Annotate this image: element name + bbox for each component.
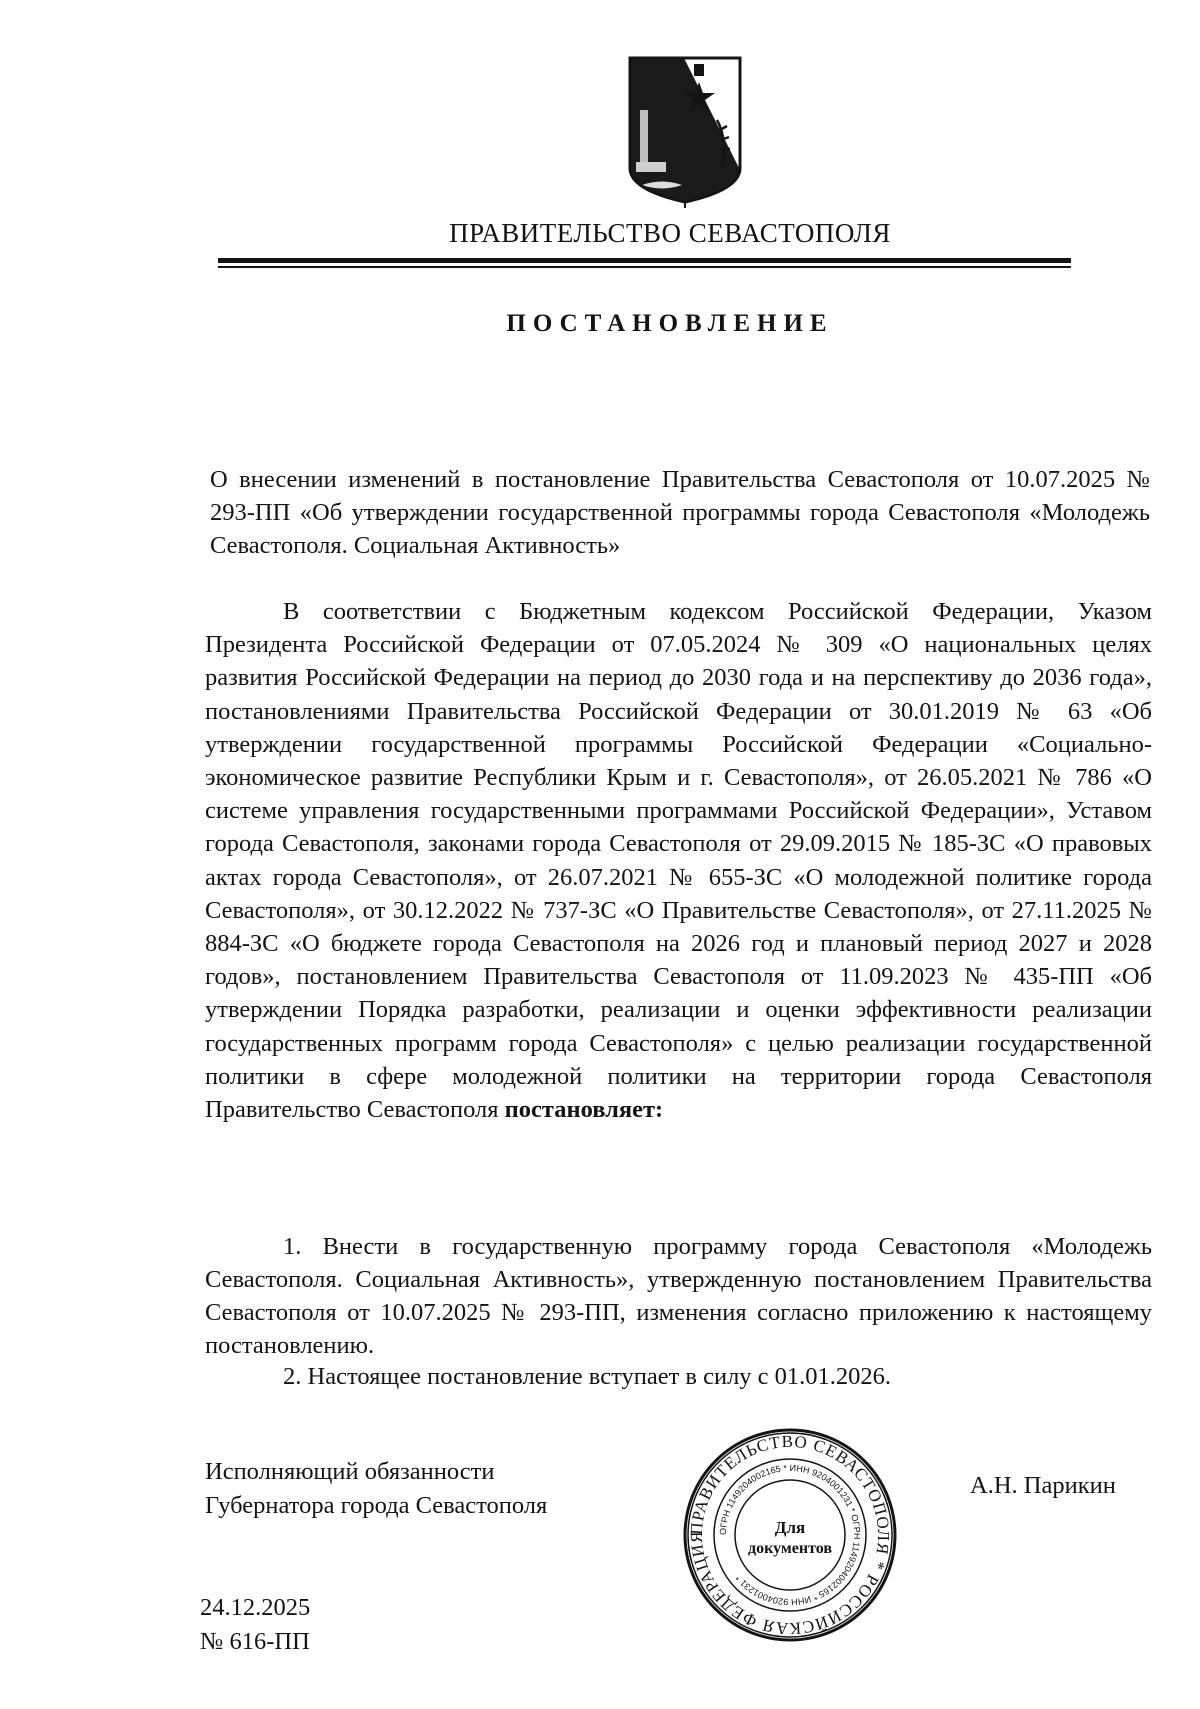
document-date-number (200, 1591, 310, 1659)
signer-title-line-2: Губернатора города Севастополя (205, 1492, 548, 1519)
stamp-inner-ring: ОГРН 1149204002165 * ИНН 9204001231 * ОГРН 1149204002165 * ИНН 9204001231 * (717, 1462, 863, 1608)
resolution-item-2: 2. Настоящее постановление вступает в силу с 01.01.2026. (283, 1363, 892, 1390)
stamp-outer-ring: ПРАВИТЕЛЬСТВО СЕВАСТОПОЛЯ * РОССИЙСКАЯ ФЕДЕРАЦИЯ (686, 1431, 894, 1639)
signer-title (205, 1455, 547, 1523)
document-number: № 616-ПП (200, 1628, 310, 1655)
official-seal-icon (680, 1425, 900, 1645)
stamp-center-line-2: документов (748, 1540, 832, 1557)
sevastopol-coat-of-arms-icon (622, 50, 748, 210)
document-type: ПОСТАНОВЛЕНИЕ (506, 310, 834, 337)
government-title: ПРАВИТЕЛЬСТВО СЕВАСТОПОЛЯ (449, 218, 891, 248)
document-date: 24.12.2025 (200, 1594, 311, 1621)
stamp-center-line-1: Для (774, 1518, 806, 1537)
resolution-item-1: 1. Внести в государственную программу города Севастополя «Молодежь Севастополя. Социальная Активность», утвержденную постановлением Правительства Севастополя от 10.07.2025 № 293-ПП, изменения согласно приложению к настоящему постановлению. (205, 1233, 1152, 1359)
document-subject: О внесении изменений в постановление Правительства Севастополя от 10.07.2025 № 293-ПП «Об утверждении государственной программы города Севастополя «Молодежь Севастополя. Социальная Активность» (210, 466, 1150, 559)
preamble-text: В соответствии с Бюджетным кодексом Российской Федерации, Указом Президента Российской Федерации от 07.05.2024 № 309 «О национальных целях развития Российской Федерации на период до 2030 года и на перспективу до 2036 года», постановлениями Правительства Российской Федерации от 30.01.2019 № 63 «Об утверждении государственной программы Российской Федерации «Социально-экономическое развитие Республики Крым и г. Севастополя», от 26.05.2021 № 786 «О системе управления государственными программами Российской Федерации», Уставом города Севастополя, законами города Севастополя от 29.09.2015 № 185-ЗС «О правовых актах города Севастополя», от 26.07.2021 № 655-ЗС «О молодежной политике города Севастополя», от 30.12.2022 № 737-ЗС «О Правительстве Севастополя», от 27.11.2025 № 884-ЗС «О бюджете города Севастополя на 2026 год и плановый период 2027 и 2028 годов», постановлением Правительства Севастополя от 11.09.2023 № 435-ПП «Об утверждении Порядка разработки, реализации и оценки эффективности реализации государственных программ города Севастополя» с целью реализации государственной политики в сфере молодежной политики на территории города Севастополя Правительство Севастополя (205, 598, 1152, 1124)
signer-title-line-1: Исполняющий обязанности (205, 1458, 495, 1485)
header-rule-thick (218, 258, 1071, 263)
preamble (205, 595, 1152, 1126)
signer-name: А.Н. Парикин (970, 1472, 1116, 1499)
header-rule-thin (218, 266, 1071, 268)
operative-word: постановляет: (504, 1096, 664, 1124)
